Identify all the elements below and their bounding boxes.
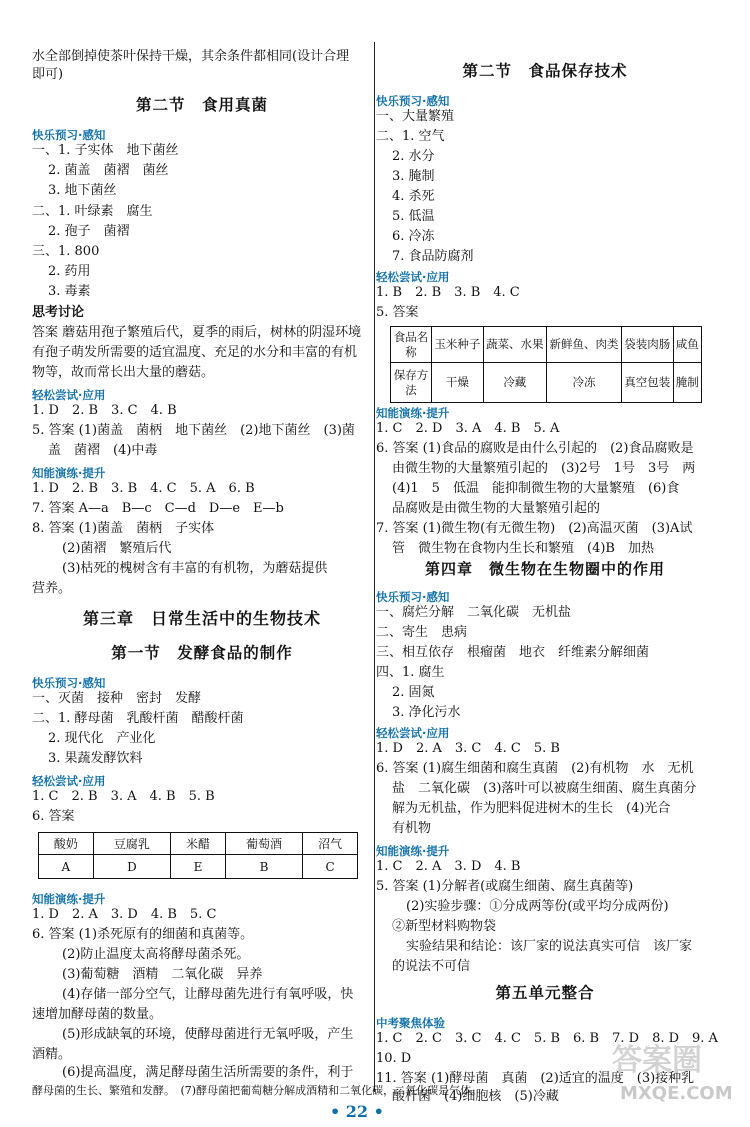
section-head: 轻松尝试·应用 xyxy=(376,270,450,284)
section-title: 第二节 食用真菌 xyxy=(135,96,268,114)
intro-line: 即可) xyxy=(32,67,64,82)
table-cell: 真空包装 xyxy=(621,363,673,403)
answer-line: 四、1. 腐生 xyxy=(376,665,445,680)
section-title: 第二节 食品保存技术 xyxy=(462,62,628,80)
table-cell: 米醋 xyxy=(171,833,226,855)
column-divider xyxy=(374,42,375,1092)
table-cell: 沼气 xyxy=(303,833,358,855)
answer-line: 品腐败是由微生物的大量繁殖引起的 xyxy=(392,501,601,516)
answer-line: 三、相互依存 根瘤菌 地衣 纤维素分解细菌 xyxy=(376,645,650,660)
table-row xyxy=(391,327,702,363)
answer-line: 二、1. 酵母菌 乳酸杆菌 醋酸杆菌 xyxy=(32,711,244,726)
section-head: 中考聚焦体验 xyxy=(376,1016,445,1030)
page-number: • 22 • xyxy=(330,1102,384,1121)
answer-line: (6)提高温度，满足酵母菌生活所需要的条件，利于 xyxy=(62,1065,354,1080)
table-cell: B xyxy=(225,855,302,879)
answer-line: 6. 答案 (1)杀死原有的细菌和真菌等。 xyxy=(32,927,254,942)
answer-line: 解为无机盐，作为肥料促进树木的生长 (4)光合 xyxy=(392,801,671,816)
answer-line: 1. D 2. B 3. C 4. B xyxy=(32,403,177,418)
answer-line: 5. 答案 (1)分解者(或腐生细菌、腐生真菌等) xyxy=(376,879,634,894)
answer-line: 营养。 xyxy=(32,581,72,596)
answer-line: 有孢子萌发所需要的适宜温度、充足的水分和丰富的有机 xyxy=(32,345,358,360)
answer-line: 2. 水分 xyxy=(392,149,435,164)
answer-line: (3)枯死的槐树含有丰富的有机物，为蘑菇提供 xyxy=(62,561,328,576)
table-cell: 袋装肉肠 xyxy=(621,327,673,363)
answer-line: 2. 药用 xyxy=(48,264,91,279)
unit-title: 第五单元整合 xyxy=(495,984,595,1002)
answer-line: 7. 食品防腐剂 xyxy=(392,249,474,264)
section-head: 快乐预习·感知 xyxy=(376,590,450,604)
answer-line: 速增加酵母菌的数量。 xyxy=(32,1007,163,1022)
answer-line: 2. 菌盖 菌褶 菌丝 xyxy=(48,163,169,178)
table-row xyxy=(39,855,358,879)
table-cell: C xyxy=(303,855,358,879)
answer-line: 1. C 2. C 3. C 4. C 5. B 6. B 7. D 8. D 9. A xyxy=(376,1031,718,1046)
table-cell: 玉米种子 xyxy=(432,327,484,363)
answer-line: 答案 蘑菇用孢子繁殖后代，夏季的雨后，树林的阴湿环境 xyxy=(32,325,362,340)
answer-line: (2)菌褶 繁殖后代 xyxy=(62,541,172,556)
answer-line: 7. 答案 (1)微生物(有无微生物) (2)高温灭菌 (3)A试 xyxy=(376,521,693,536)
answer-line: (3)葡萄糖 酒精 二氧化碳 异养 xyxy=(62,967,263,982)
answer-line: 5. 低温 xyxy=(392,209,435,224)
answer-line: 1. C 2. B 3. A 4. B 5. B xyxy=(32,789,215,804)
answer-line: 一、大量繁殖 xyxy=(376,109,455,124)
answer-line: 3. 地下菌丝 xyxy=(48,183,117,198)
answer-line: 盖 菌褶 (4)中毒 xyxy=(48,443,158,458)
watermark-logo: 答案圈 xyxy=(612,1043,702,1078)
answer-line: (2)实验步骤：①分成两等份(或平均分成两份) xyxy=(406,899,669,914)
answer-line: (4)存储一部分空气，让酵母菌先进行有氧呼吸，快 xyxy=(62,987,354,1002)
table-cell: D xyxy=(93,855,170,879)
answer-line: 酸杆菌 (4)细胞核 (5)冷藏 xyxy=(392,1089,559,1104)
table-cell: 葡萄酒 xyxy=(225,833,302,855)
table-cell: 蔬菜、水果 xyxy=(483,327,546,363)
answer-line: 2. 现代化 产业化 xyxy=(48,731,156,746)
section-head: 轻松尝试·应用 xyxy=(32,388,106,402)
section-head: 轻松尝试·应用 xyxy=(32,774,106,788)
answer-line: 二、1. 叶绿素 腐生 xyxy=(32,204,153,219)
table-cell: 腌制 xyxy=(673,363,701,403)
answer-line: 一、1. 子实体 地下菌丝 xyxy=(32,143,179,158)
answer-line: 二、寄生 患病 xyxy=(376,625,468,640)
answer-line: 3. 腌制 xyxy=(392,169,435,184)
answer-line: 2. 孢子 菌褶 xyxy=(48,224,130,239)
answer-line: ②新型材料购物袋 xyxy=(392,919,497,934)
answer-line: 1. C 2. A 3. D 4. B xyxy=(376,859,521,874)
answer-line: 3. 净化污水 xyxy=(392,705,461,720)
answer-line: 一、腐烂分解 二氧化碳 无机盐 xyxy=(376,605,572,620)
table-header-row xyxy=(39,833,358,855)
preservation-table xyxy=(390,326,702,403)
answer-line: 7. 答案 A—a B—c C—d D—e E—b xyxy=(32,501,284,516)
answer-line: 1. B 2. B 3. B 4. C xyxy=(376,285,520,300)
table-cell: A xyxy=(39,855,94,879)
answer-line: 有机物 xyxy=(392,821,432,836)
section-head: 知能演练·提升 xyxy=(32,466,106,480)
answer-line: 二、1. 空气 xyxy=(376,129,445,144)
answer-line: 管 微生物在食物内生长和繁殖 (4)B 加热 xyxy=(392,541,654,556)
answer-line: 盐 二氧化碳 (3)落叶可以被腐生细菌、腐生真菌分 xyxy=(392,781,697,796)
table-cell: 冷藏 xyxy=(483,363,546,403)
answer-line: 10. D xyxy=(376,1051,412,1066)
answer-line: 2. 固氮 xyxy=(392,685,435,700)
answer-line: (2)防止温度太高将酵母菌杀死。 xyxy=(62,947,250,962)
think-head: 思考讨论 xyxy=(32,305,85,320)
answer-line: (4)1 5 低温 能抑制微生物的大量繁殖 (6)食 xyxy=(392,481,680,496)
watermark: MXQE.COM xyxy=(620,1083,733,1104)
chapter-title: 第三章 日常生活中的生物技术 xyxy=(82,609,321,628)
answer-line: 5. 答案 (1)菌盖 菌柄 地下菌丝 (2)地下菌丝 (3)菌 xyxy=(32,423,355,438)
answer-line: 6. 答案 (1)食品的腐败是由什么引起的 (2)食品腐败是 xyxy=(376,441,694,456)
table-row xyxy=(391,363,702,403)
answer-line: 1. D 2. A 3. D 4. B 5. C xyxy=(32,907,217,922)
table-cell: 食品名称 xyxy=(391,327,432,363)
answer-line: 6. 答案 (1)腐生细菌和腐生真菌 (2)有机物 水 无机 xyxy=(376,761,694,776)
section-head: 快乐预习·感知 xyxy=(32,676,106,690)
section-head: 知能演练·提升 xyxy=(32,892,106,906)
answer-line: 酒精。 xyxy=(32,1047,72,1062)
answer-line: 5. 答案 xyxy=(376,305,419,320)
answer-line: 1. C 2. D 3. A 4. B 5. A xyxy=(376,421,560,436)
table-cell: 冷冻 xyxy=(546,363,621,403)
answer-line: 8. 答案 (1)菌盖 菌柄 子实体 xyxy=(32,521,215,536)
table-cell: E xyxy=(171,855,226,879)
answer-line: 3. 果蔬发酵饮料 xyxy=(48,751,143,766)
table-cell: 酸奶 xyxy=(39,833,94,855)
section-title: 第一节 发酵食品的制作 xyxy=(111,644,293,662)
table-cell: 保存方法 xyxy=(391,363,432,403)
answer-line: 3. 毒素 xyxy=(48,284,91,299)
answer-line: 一、灭菌 接种 密封 发酵 xyxy=(32,691,202,706)
table-cell: 干燥 xyxy=(432,363,484,403)
answer-line: 三、1. 800 xyxy=(32,244,100,259)
answer-line: 1. D 2. A 3. C 4. C 5. B xyxy=(376,741,560,756)
section-head: 知能演练·提升 xyxy=(376,844,450,858)
answer-line: 1. D 2. B 3. B 4. C 5. A 6. B xyxy=(32,481,255,496)
answer-line: 4. 杀死 xyxy=(392,189,435,204)
answer-line: (5)形成缺氧的环境，使酵母菌进行无氧呼吸，产生 xyxy=(62,1027,354,1042)
fermentation-table xyxy=(38,832,358,879)
chapter-title: 第四章 微生物在生物圈中的作用 xyxy=(424,560,665,578)
table-cell: 新鲜鱼、肉类 xyxy=(546,327,621,363)
answer-line: 11. 答案 (1)酵母菌 真菌 (2)适宜的温度 (3)接种乳 xyxy=(376,1071,695,1086)
answer-line: 物等，故而常长出大量的蘑菇。 xyxy=(32,365,215,380)
answer-line: 的说法不可信 xyxy=(392,959,471,974)
answer-line: 实验结果和结论：该厂家的说法真实可信 该厂家 xyxy=(406,939,693,954)
table-cell: 豆腐乳 xyxy=(93,833,170,855)
section-head: 知能演练·提升 xyxy=(376,406,450,420)
section-head: 快乐预习·感知 xyxy=(376,94,450,108)
section-head: 快乐预习·感知 xyxy=(32,128,106,142)
intro-line: 水全部倒掉使茶叶保持干燥，其余条件都相同(设计合理 xyxy=(32,49,350,64)
answer-line: 6. 答案 xyxy=(32,809,75,824)
answer-line: 酵母菌的生长、繁殖和发酵。 (7)酵母菌把葡萄糖分解成酒精和二氧化碳，二氧化碳是气体。 xyxy=(32,1084,483,1097)
section-head: 轻松尝试·应用 xyxy=(376,726,450,740)
table-cell: 咸鱼 xyxy=(673,327,701,363)
answer-line: 6. 冷冻 xyxy=(392,229,435,244)
answer-line: 由微生物的大量繁殖引起的 (3)2号 1号 3号 两 xyxy=(392,461,696,476)
